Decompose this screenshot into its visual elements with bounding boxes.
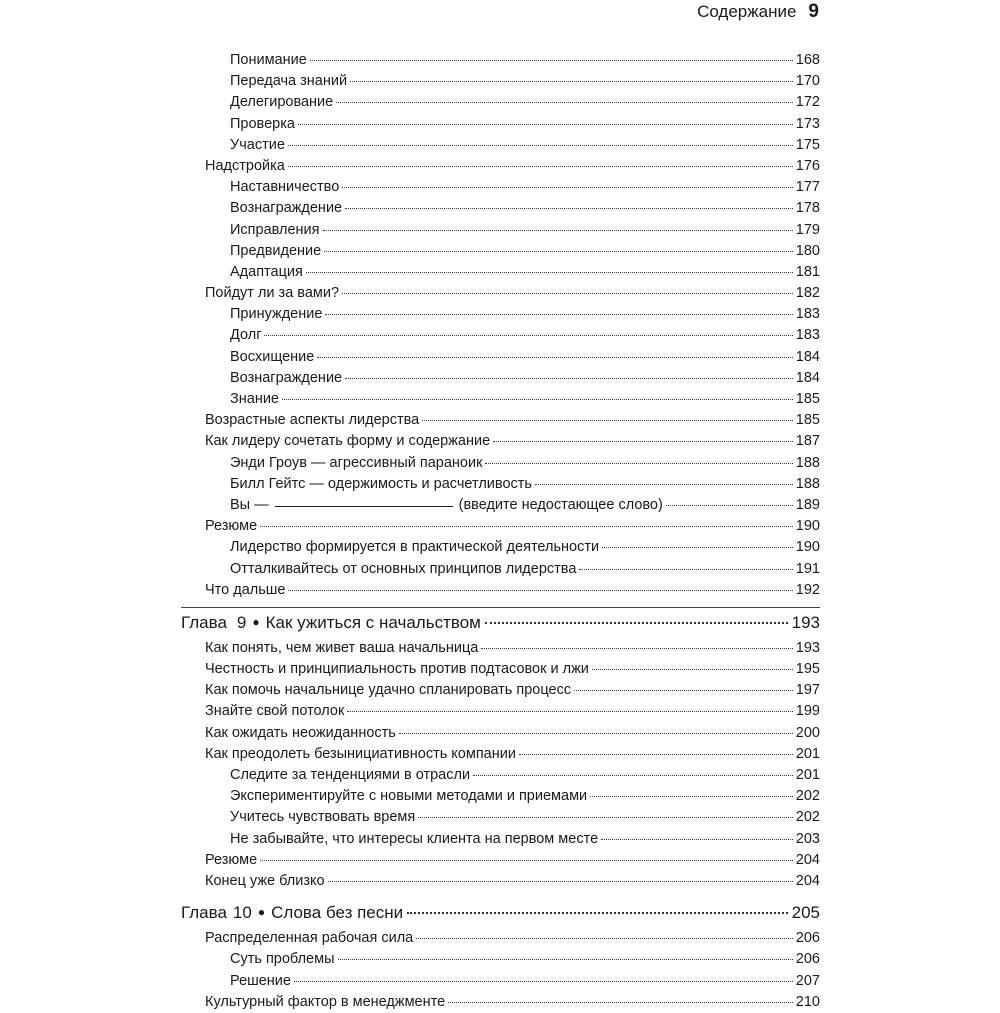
toc-entry-title: Как лидеру сочетать форму и содержание: [205, 433, 491, 450]
toc-entry: [181, 701, 820, 722]
chapter-heading-9: [181, 607, 820, 638]
toc-entry-title: Долг: [230, 327, 262, 344]
toc-entry-page: 181: [795, 263, 820, 280]
toc-entry-page: 203: [795, 830, 820, 847]
toc-entry-page: 177: [795, 179, 820, 196]
toc-entry-title: Резюме: [205, 518, 258, 535]
toc-entry: [181, 198, 820, 219]
toc-entry-title: Надстройка: [205, 157, 285, 174]
dot-leader: [345, 208, 793, 209]
toc-entry-title: Вознаграждение: [230, 369, 343, 386]
dot-leader: [310, 60, 793, 61]
toc-entry-page: 202: [795, 809, 820, 826]
toc-entry-page: 187: [795, 433, 820, 450]
header-page-number: 9: [808, 1, 819, 22]
toc-entry-page: 200: [795, 724, 820, 741]
toc-entry-title: Следите за тенденциями в отрасли: [230, 767, 471, 783]
toc-entry-title: Вознаграждение: [230, 200, 343, 217]
toc-entry-title: Как преодолеть безынициативность компании: [205, 745, 516, 762]
toc-entry-title: Восхищение: [230, 348, 315, 365]
toc-entry-page: 183: [795, 327, 820, 344]
dot-leader: [666, 505, 793, 506]
fill-in-blank: [275, 506, 453, 507]
toc-entry-page: 204: [795, 851, 820, 868]
dot-leader: [481, 648, 792, 649]
toc-entry-title: Лидерство формируется в практической деятельности: [230, 539, 600, 556]
chapter-number: 10: [232, 903, 252, 923]
toc-entry: [181, 992, 820, 1013]
dot-leader: [519, 754, 793, 755]
toc-entry: [181, 50, 820, 71]
toc-entry-page: 168: [795, 52, 820, 68]
chapter-number: 9: [236, 612, 247, 632]
toc-entry-page: 192: [795, 581, 820, 598]
toc-entry: [181, 638, 820, 659]
toc-entry-title: Отталкивайтесь от основных принципов лидерства: [230, 560, 577, 577]
toc-entry: [181, 241, 820, 262]
toc-entry: [181, 580, 820, 601]
toc-section-chapter10: [181, 928, 820, 1013]
toc-entry-title: Как понять, чем живет ваша начальница: [205, 639, 479, 656]
toc-entry: [181, 807, 820, 828]
toc-entry-title: Вы —: [230, 496, 269, 513]
toc-entry-title: Культурный фактор в менеджменте: [205, 993, 446, 1010]
toc-entry: [181, 368, 820, 389]
toc-entry-page: 191: [795, 560, 820, 577]
dot-leader: [574, 690, 793, 691]
dot-leader: [590, 796, 793, 797]
toc-entry-title: Что дальше: [205, 581, 286, 598]
toc-entry-title: Знание: [230, 391, 280, 407]
toc-entry-title: Решение: [230, 972, 291, 989]
chapter-title: Слова без песни: [271, 903, 404, 923]
dot-leader: [342, 187, 793, 188]
toc-entry-title-suffix: (введите недостающее слово): [458, 496, 663, 513]
toc-entry-title: Пойдут ли за вами?: [205, 285, 340, 302]
dot-leader: [485, 622, 788, 624]
toc-entry-title: Как помочь начальнице удачно спланировать процесс: [205, 682, 572, 699]
toc-entry-page: 199: [795, 703, 820, 720]
toc-entry: [181, 220, 820, 241]
toc-section-chapter8-tail: [181, 50, 820, 601]
toc-entry-title: Учитесь чувствовать время: [230, 809, 416, 826]
toc-entry-page: 202: [795, 788, 820, 805]
toc-entry: [181, 723, 820, 744]
dot-leader: [347, 711, 792, 712]
toc-entry: [181, 928, 820, 949]
chapter-label: Глава: [181, 903, 227, 923]
toc-entry-page: 206: [795, 930, 820, 947]
toc-entry: [181, 453, 820, 474]
chapter-page: 193: [791, 612, 820, 632]
toc-entry: [181, 177, 820, 198]
toc-entry: [181, 850, 820, 871]
table-of-contents: [181, 50, 820, 1013]
toc-entry-title: Честность и принципиальность против подтасовок и лжи: [205, 661, 589, 678]
toc-entry: [181, 765, 820, 786]
toc-entry-page: 184: [795, 348, 820, 365]
toc-entry-title: Передача знаний: [230, 73, 348, 90]
toc-entry: [181, 347, 820, 368]
chapter-page: 205: [791, 903, 820, 923]
dot-leader: [336, 102, 793, 103]
toc-entry-page: 190: [795, 518, 820, 535]
dot-leader: [338, 959, 793, 960]
toc-entry: [181, 262, 820, 283]
toc-entry-title: Предвидение: [230, 242, 322, 259]
toc-entry-page: 190: [795, 539, 820, 556]
toc-section-chapter9: [181, 638, 820, 892]
toc-entry-title: Участие: [230, 136, 285, 153]
toc-entry-title: Суть проблемы: [230, 951, 335, 968]
toc-entry: [181, 135, 820, 156]
running-header: [697, 0, 819, 24]
toc-entry: [181, 495, 820, 516]
dot-leader: [325, 314, 792, 315]
dot-leader: [407, 912, 787, 914]
dot-leader: [260, 526, 793, 527]
toc-entry-title: Распределенная рабочая сила: [205, 930, 414, 947]
toc-entry: [181, 516, 820, 537]
toc-entry: [181, 474, 820, 495]
toc-entry-page: 170: [795, 73, 820, 90]
dot-leader: [328, 881, 793, 882]
toc-entry-page: 178: [795, 200, 820, 217]
toc-entry-title: Не забывайте, что интересы клиента на первом месте: [230, 830, 599, 847]
toc-entry-title: Понимание: [230, 52, 307, 68]
dot-leader: [579, 569, 792, 570]
toc-entry-title: Делегирование: [230, 94, 334, 111]
toc-entry: [181, 431, 820, 452]
dot-leader: [416, 938, 793, 939]
dot-leader: [324, 251, 793, 252]
chapter-bullet: ●: [257, 905, 266, 920]
toc-entry: [181, 659, 820, 680]
dot-leader: [317, 357, 792, 358]
chapter-label: Глава: [181, 612, 227, 632]
toc-entry-page: 173: [795, 115, 820, 132]
toc-entry-page: 204: [795, 872, 820, 889]
toc-entry: [181, 537, 820, 558]
toc-entry-page: 183: [795, 306, 820, 323]
toc-entry-title: Проверка: [230, 115, 295, 132]
dot-leader: [264, 335, 792, 336]
dot-leader: [399, 733, 793, 734]
toc-entry-page: 185: [795, 412, 820, 429]
chapter-heading-10: [181, 898, 820, 928]
toc-entry: [181, 156, 820, 177]
toc-entry: [181, 92, 820, 113]
dot-leader: [260, 860, 793, 861]
toc-entry-page: 201: [795, 745, 820, 762]
toc-entry-title: Возрастные аспекты лидерства: [205, 412, 420, 429]
toc-entry: [181, 114, 820, 135]
dot-leader: [448, 1002, 793, 1003]
toc-entry-page: 206: [795, 951, 820, 968]
toc-entry: [181, 389, 820, 410]
toc-entry-page: 188: [795, 475, 820, 492]
dot-leader: [601, 839, 793, 840]
toc-entry-page: 188: [795, 454, 820, 471]
chapter-title: Как ужиться с начальством: [265, 612, 481, 632]
dot-leader: [282, 399, 793, 400]
toc-entry: [181, 410, 820, 431]
dot-leader: [345, 378, 793, 379]
toc-entry-page: 193: [795, 639, 820, 656]
toc-entry: [181, 786, 820, 807]
dot-leader: [323, 230, 793, 231]
toc-entry-title: Резюме: [205, 851, 258, 868]
dot-leader: [294, 981, 793, 982]
dot-leader: [602, 547, 793, 548]
toc-entry-page: 195: [795, 661, 820, 678]
dot-leader: [535, 484, 793, 485]
toc-entry: [181, 559, 820, 580]
dot-leader: [485, 463, 792, 464]
toc-entry: [181, 283, 820, 304]
dot-leader: [473, 775, 793, 776]
toc-entry-page: 207: [795, 972, 820, 989]
dot-leader: [418, 817, 793, 818]
dot-leader: [288, 590, 792, 591]
toc-entry: [181, 871, 820, 892]
toc-entry: [181, 680, 820, 701]
dot-leader: [288, 145, 793, 146]
toc-entry-page: 172: [795, 94, 820, 111]
toc-entry: [181, 949, 820, 970]
toc-entry-page: 184: [795, 369, 820, 386]
chapter-bullet: ●: [252, 614, 260, 629]
toc-entry-page: 182: [795, 285, 820, 302]
toc-entry-title: Адаптация: [230, 263, 303, 280]
toc-entry: [181, 829, 820, 850]
dot-leader: [342, 293, 793, 294]
toc-entry: [181, 304, 820, 325]
toc-entry-title: Исправления: [230, 221, 320, 238]
header-title: Содержание: [697, 2, 797, 21]
toc-entry-title: Знайте свой потолок: [205, 703, 345, 720]
toc-entry: [181, 325, 820, 346]
toc-entry-page: 180: [795, 242, 820, 259]
toc-entry-title: Как ожидать неожиданность: [205, 724, 396, 741]
toc-entry-page: 201: [795, 767, 820, 783]
toc-entry-page: 176: [795, 157, 820, 174]
toc-entry: [181, 71, 820, 92]
toc-entry-page: 210: [795, 993, 820, 1010]
toc-entry: [181, 744, 820, 765]
toc-entry: [181, 971, 820, 992]
toc-entry-page: 197: [795, 682, 820, 699]
toc-entry-page: 185: [795, 391, 820, 407]
dot-leader: [592, 669, 793, 670]
toc-entry-page: 179: [795, 221, 820, 238]
dot-leader: [298, 124, 793, 125]
toc-entry-title: Экспериментируйте с новыми методами и приемами: [230, 788, 588, 805]
toc-entry-page: 175: [795, 136, 820, 153]
toc-entry-title: Конец уже близко: [205, 872, 325, 889]
toc-entry-title: Наставничество: [230, 179, 340, 196]
dot-leader: [306, 272, 793, 273]
dot-leader: [422, 420, 793, 421]
dot-leader: [288, 166, 793, 167]
dot-leader: [350, 81, 793, 82]
toc-entry-page: 189: [795, 496, 820, 513]
toc-entry-title: Энди Гроув — агрессивный параноик: [230, 454, 483, 471]
dot-leader: [493, 441, 793, 442]
toc-entry-title: Билл Гейтс — одержимость и расчетливость: [230, 475, 532, 492]
toc-entry-title: Принуждение: [230, 306, 323, 323]
